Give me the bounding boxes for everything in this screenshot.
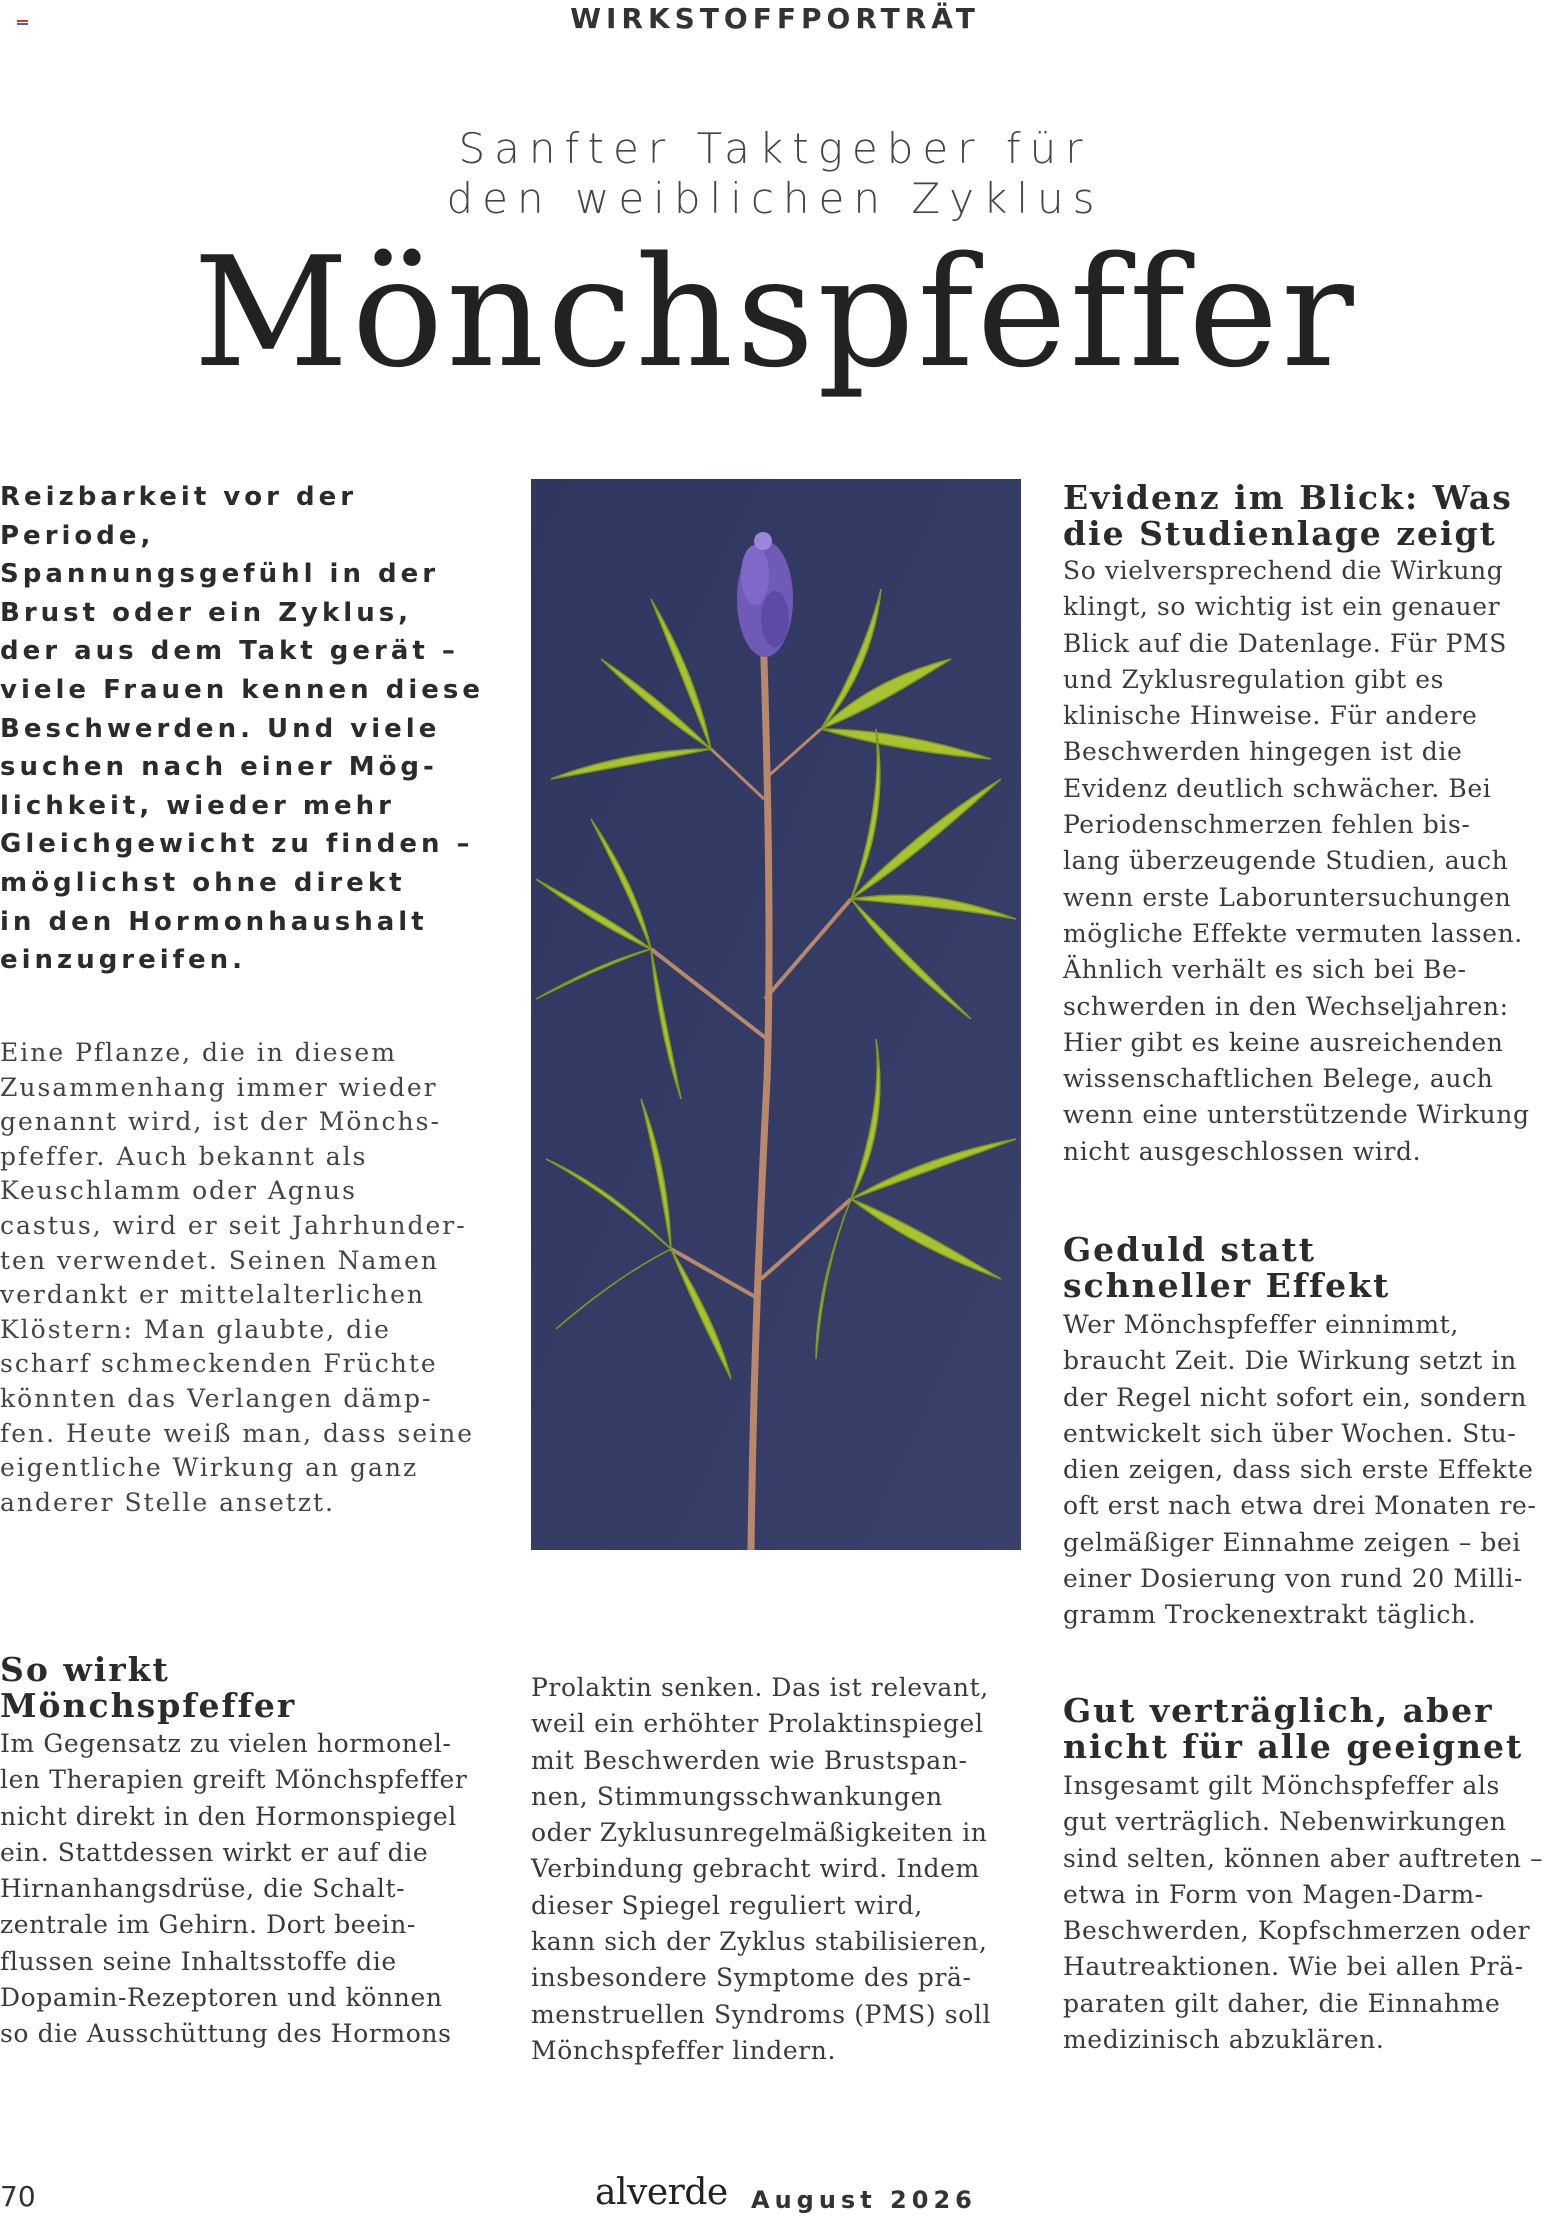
heading-line: schneller Effekt: [1063, 1266, 1391, 1305]
text-line: Evidenz deutlich schwächer. Bei: [1063, 773, 1492, 803]
text-line: und Zyklusregulation gibt es: [1063, 664, 1445, 694]
heading-line: So wirkt: [0, 1650, 170, 1689]
subtitle-line: Sanfter Taktgeber für: [458, 124, 1092, 173]
text-line: flussen seine Inhaltsstoffe die: [0, 1946, 397, 1976]
body-paragraph: [1063, 1307, 1550, 1634]
text-line: pfeffer. Auch bekannt als: [0, 1141, 368, 1171]
text-line: Beschwerden hingegen ist die: [1063, 737, 1463, 767]
body-paragraph: [0, 1726, 500, 2053]
text-line: lichkeit, wieder mehr: [0, 790, 395, 821]
text-line: scharf schmeckenden Früchte: [0, 1349, 438, 1379]
monks-pepper-plant-illustration: [531, 479, 1021, 1550]
section-evidenz: [1063, 480, 1550, 1170]
text-line: der aus dem Takt gerät –: [0, 636, 459, 667]
text-line: viele Frauen kennen diese: [0, 674, 484, 705]
text-line: gramm Trockenextrakt täglich.: [1063, 1600, 1477, 1630]
text-line: braucht Zeit. Die Wirkung setzt in: [1063, 1346, 1517, 1376]
body-paragraph-continued: [531, 1670, 1021, 2069]
article-subtitle: [0, 124, 1550, 224]
intro-paragraph: [0, 1036, 500, 1520]
text-line: medizinisch abzuklären.: [1063, 2025, 1385, 2055]
text-line: fen. Heute weiß man, dass seine: [0, 1418, 474, 1448]
text-line: gelmäßiger Einnahme zeigen – bei: [1063, 1527, 1521, 1557]
heading-line: nicht für alle geeignet: [1063, 1727, 1524, 1766]
text-line: gut verträglich. Nebenwirkungen: [1063, 1807, 1507, 1837]
text-line: mögliche Effekte vermuten lassen.: [1063, 918, 1523, 948]
text-line: Im Gegensatz zu vielen hormonel-: [0, 1729, 452, 1758]
text-line: nen, Stimmungsschwankungen: [531, 1781, 943, 1811]
section-heading: [1063, 480, 1550, 552]
text-line: oder Zyklusunregelmäßigkeiten in: [531, 1818, 988, 1848]
section-geduld: [1063, 1232, 1550, 1634]
text-line: lang überzeugende Studien, auch: [1063, 846, 1509, 876]
text-line: so die Ausschüttung des Hormons: [0, 2019, 452, 2049]
page-number: 70: [0, 2180, 36, 2213]
text-line: verdankt er mittelalterlichen: [0, 1280, 425, 1310]
text-line: einzugreifen.: [0, 945, 247, 976]
text-line: Periodenschmerzen fehlen bis-: [1063, 810, 1471, 840]
text-line: Insgesamt gilt Mönchspfeffer als: [1063, 1771, 1500, 1800]
text-line: anderer Stelle ansetzt.: [0, 1487, 335, 1517]
text-line: Prolaktin senken. Das ist relevant,: [531, 1673, 989, 1702]
text-line: genannt wird, ist der Mönchs-: [0, 1107, 441, 1137]
text-line: Hier gibt es keine ausreichenden: [1063, 1027, 1504, 1057]
text-line: Eine Pflanze, die in diesem: [0, 1038, 397, 1067]
text-line: wenn erste Laboruntersuchungen: [1063, 882, 1512, 912]
text-line: mit Beschwerden wie Brustspan-: [531, 1745, 968, 1775]
text-line: Brust oder ein Zyklus,: [0, 597, 413, 628]
subtitle-line: den weiblichen Zyklus: [446, 174, 1104, 223]
text-line: Dopamin-Rezeptoren und können: [0, 1983, 443, 2013]
text-line: Spannungsgefühl in der: [0, 559, 440, 590]
text-line: Zusammenhang immer wieder: [0, 1072, 438, 1102]
text-line: sind selten, können aber auftreten –: [1063, 1843, 1544, 1873]
heading-line: die Studienlage zeigt: [1063, 514, 1497, 553]
section-heading: [1063, 1232, 1550, 1304]
article-title: Mönchspfeffer: [193, 224, 1357, 401]
text-line: Ähnlich verhält es sich bei Be-: [1063, 955, 1467, 985]
text-line: Beschwerden. Und viele: [0, 713, 441, 744]
text-line: insbesondere Symptome des prä-: [531, 1963, 972, 1993]
section-wirkt: [0, 1652, 500, 2053]
text-line: Wer Mönchspfeffer einnimmt,: [1063, 1310, 1459, 1339]
text-line: So vielversprechend die Wirkung: [1063, 556, 1504, 585]
text-line: Gleichgewicht zu finden –: [0, 829, 474, 860]
body-paragraph: [1063, 553, 1550, 1170]
heading-line: Mönchspfeffer: [0, 1686, 297, 1725]
text-line: klingt, so wichtig ist ein genauer: [1063, 592, 1501, 622]
text-line: zentrale im Gehirn. Dort beein-: [0, 1910, 416, 1940]
text-line: paraten gilt daher, die Einnahme: [1063, 1988, 1501, 2018]
text-line: der Regel nicht sofort ein, sondern: [1063, 1382, 1527, 1412]
text-line: klinische Hinweise. Für andere: [1063, 701, 1478, 731]
text-line: Hirnanhangsdrüse, die Schalt-: [0, 1874, 406, 1904]
lead-paragraph: [0, 478, 500, 980]
text-line: wissenschaftlichen Belege, auch: [1063, 1064, 1494, 1094]
text-line: Hautreaktionen. Wie bei allen Prä-: [1063, 1952, 1524, 1982]
text-line: Verbindung gebracht wird. Indem: [531, 1854, 980, 1884]
text-line: Klöstern: Man glaubte, die: [0, 1314, 391, 1344]
heading-line: Gut verträglich, aber: [1063, 1691, 1494, 1730]
text-line: ein. Stattdessen wirkt er auf die: [0, 1837, 429, 1867]
text-line: weil ein erhöhter Prolaktinspiegel: [531, 1709, 984, 1739]
text-line: dieser Spiegel reguliert wird,: [531, 1890, 923, 1920]
text-line: kann sich der Zyklus stabilisieren,: [531, 1927, 988, 1957]
text-line: Mönchspfeffer lindern.: [531, 2035, 837, 2065]
text-line: wenn eine unterstützende Wirkung: [1063, 1100, 1530, 1130]
body-paragraph: [1063, 1768, 1550, 2058]
text-line: oft erst nach etwa drei Monaten re-: [1063, 1491, 1537, 1521]
text-line: dien zeigen, dass sich erste Effekte: [1063, 1455, 1534, 1485]
section-heading: [0, 1652, 500, 1724]
text-line: könnten das Verlangen dämp-: [0, 1383, 433, 1413]
text-line: eigentliche Wirkung an ganz: [0, 1453, 419, 1483]
section-heading: [1063, 1693, 1550, 1765]
section-kicker: WIRKSTOFFPORTRÄT: [570, 2, 980, 35]
plant-photo: [531, 479, 1021, 1550]
text-line: schwerden in den Wechseljahren:: [1063, 991, 1509, 1021]
text-line: Blick auf die Datenlage. Für PMS: [1063, 628, 1507, 658]
text-line: Reizbarkeit vor der Periode,: [0, 482, 358, 551]
text-line: Keuschlamm oder Agnus: [0, 1176, 357, 1206]
text-line: entwickelt sich über Wochen. Stu-: [1063, 1418, 1517, 1448]
text-line: möglichst ohne direkt: [0, 867, 406, 898]
heading-line: Evidenz im Blick: Was: [1063, 478, 1513, 517]
text-line: etwa in Form von Magen-Darm-: [1063, 1879, 1484, 1909]
heading-line: Geduld statt: [1063, 1230, 1317, 1269]
text-line: suchen nach einer Mög-: [0, 752, 438, 783]
text-line: in den Hormonhaushalt: [0, 906, 428, 937]
issue-date: August 2026: [751, 2186, 977, 2214]
text-line: nicht direkt in den Hormonspiegel: [0, 1801, 457, 1831]
text-line: nicht ausgeschlossen wird.: [1063, 1136, 1422, 1166]
section-vertraeglich: [1063, 1693, 1550, 2058]
magazine-logo: alverde: [595, 2172, 728, 2213]
text-line: einer Dosierung von rund 20 Milli-: [1063, 1564, 1523, 1594]
text-line: castus, wird er seit Jahrhunder-: [0, 1210, 467, 1240]
text-line: Beschwerden, Kopfschmerzen oder: [1063, 1916, 1531, 1946]
text-line: len Therapien greift Mönchspfeffer: [0, 1765, 468, 1795]
text-line: ten verwendet. Seinen Namen: [0, 1245, 440, 1275]
text-line: menstruellen Syndroms (PMS) soll: [531, 1999, 992, 2029]
